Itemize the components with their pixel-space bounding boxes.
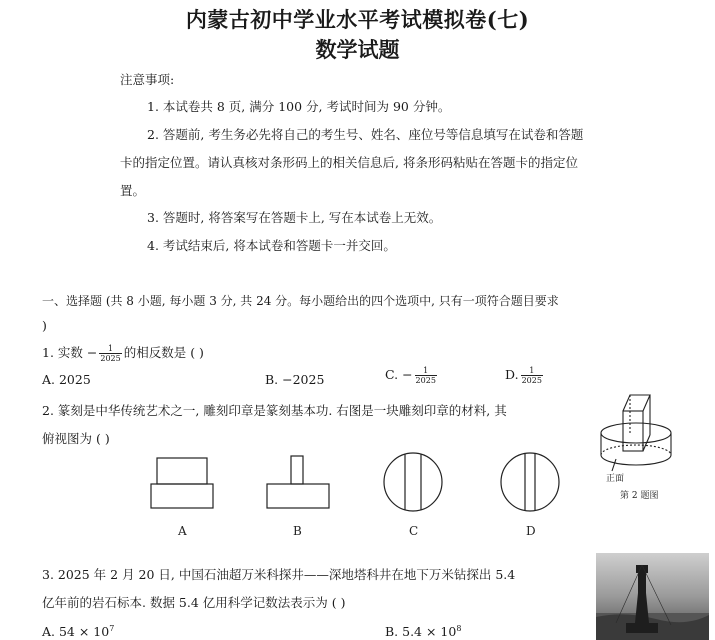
option-c-top-view [384,453,442,511]
option-b-label: B [293,524,302,538]
question-3-option-b [385,621,461,640]
drilling-rig-photo [596,553,709,640]
option-d-label: D [526,524,536,538]
figure-front-label: 正面 [606,474,625,484]
question-2-seal-figure [598,385,708,505]
note-item-1: 1. 本试卷共 8 页, 满分 100 分, 考试时间为 90 分钟。 [147,99,451,114]
note-item-4: 4. 考试结束后, 将本试卷和答题卡一并交回。 [147,238,396,253]
question-1-suffix: 的相反数是 ( ) [123,345,204,360]
fraction-numerator: 1 [521,366,543,376]
question-2-stem-line-1: 2. 篆刻是中华传统艺术之一, 雕刻印章是篆刻基本功. 右图是一块雕刻印章的材料, 其 [42,403,507,418]
fraction-numerator: 1 [415,366,437,376]
note-item-3: 3. 答题时, 将答案写在答题卡上, 写在本试卷上无效。 [147,210,442,225]
note-item-2-end: 置。 [120,183,146,198]
fraction-denominator: 2025 [100,354,121,363]
question-2-stem-line-2: 俯视图为 ( ) [42,431,110,446]
question-1-option-a: A. 2025 [42,372,91,387]
question-1-stem [42,344,204,363]
question-3-stem-line-2: 亿年前的岩石标本. 数据 5.4 亿用科学记数法表示为 ( ) [42,595,346,610]
question-1-option-d [505,366,545,385]
option-c-prefix: C. − [385,367,413,382]
option-a-text: A. 54 × 10 [42,624,110,640]
note-item-2: 2. 答题前, 考生务必先将自己的考生号、姓名、座位号等信息填写在试卷和答题 [147,127,584,142]
option-d-top-view [501,453,559,511]
question-2-options-figure [145,450,565,545]
question-1-fraction [99,344,121,363]
option-b-text: B. 5.4 × 10 [385,624,457,640]
question-3-stem-line-1: 3. 2025 年 2 月 20 日, 中国石油超万米科探井——深地塔科井在地下万米钻探出 5.4 [42,567,516,582]
option-a-top-view [151,458,213,508]
option-c-fraction [415,366,437,385]
section-1-heading-end: ) [42,318,47,333]
option-d-prefix: D. [505,367,519,382]
option-a-label: A [178,524,187,538]
question-1-option-b: B. −2025 [265,372,325,387]
note-item-2-cont: 卡的指定位置。请认真核对条形码上的相关信息后, 将条形码粘贴在答题卡的指定位 [120,155,578,170]
question-3-option-a [42,621,114,640]
notes-heading: 注意事项: [120,72,175,87]
figure-caption: 第 2 题图 [620,491,659,501]
fraction-denominator: 2025 [415,376,436,385]
section-1-heading: 一、选择题 (共 8 小题, 每小题 3 分, 共 24 分。每小题给出的四个选项中, 只有一项符合题目要求 [42,294,559,308]
exam-subtitle: 数学试题 [315,37,400,62]
fraction-numerator: 1 [99,344,121,354]
question-1-prefix: 1. 实数 − [42,345,98,360]
option-a-exponent: 7 [109,624,115,633]
option-c-label: C [409,524,419,538]
exam-title: 内蒙古初中学业水平考试模拟卷(七) [185,7,530,32]
option-b-top-view [267,456,329,508]
fraction-denominator: 2025 [521,376,542,385]
option-d-fraction [521,366,543,385]
option-b-exponent: 8 [456,624,462,633]
question-1-option-c [385,366,439,385]
